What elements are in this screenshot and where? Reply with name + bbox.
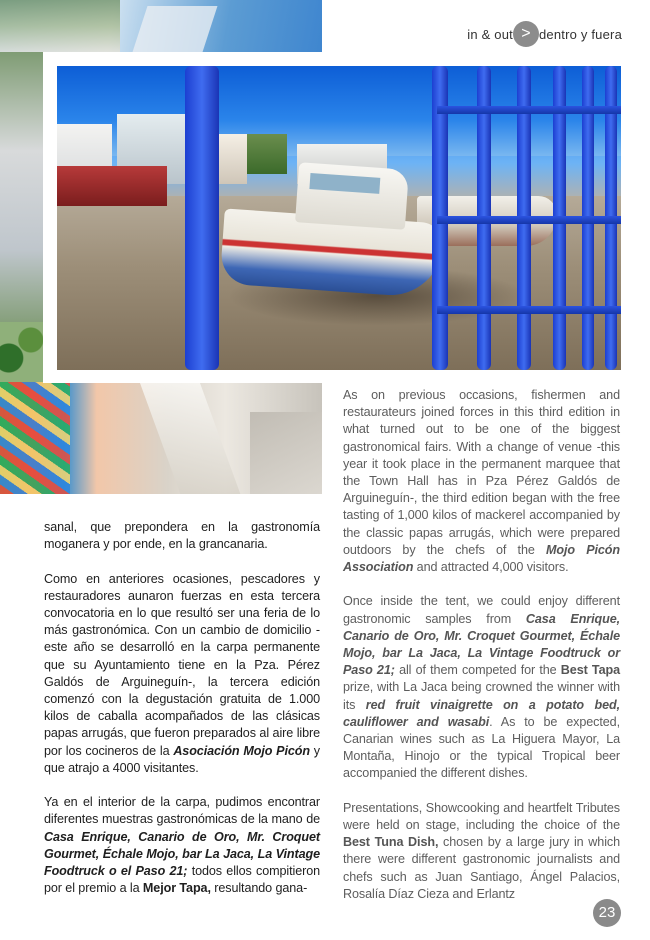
spanish-paragraph-3: Ya en el interior de la carpa, pudimos encontrar diferentes muestras gastronómicas de la mano de Casa Enrique, Canario de Oro, Mr. Croquet Gourmet, Échale Mojo, bar La Jaca, La Vintage Foodtruck o el Paso 21; todos ellos compitieron por el premio a la Mejor Tapa, resultando gana- (44, 795, 321, 896)
english-paragraph-1: As on previous occasions, fishermen and restaurateurs joined forces in this third edition in what turned out to be one of the biggest gastronomical fairs. With a change of venue -this year it took place in the permanent marquee that the Town Hall has in Pza Pérez Galdós de Arguineguín-, the third edition began with the free tasting of 1,000 kilos of mackerel accompanied by the classic papas arrugás, which were prepared outdoors by the chefs of the Mojo Picón Association and attracted 4,000 visitors. (343, 388, 620, 575)
boat-photo (57, 66, 621, 370)
english-paragraph-2: Once inside the tent, we could enjoy different gastronomic samples from Casa Enrique, Canario de Oro, Mr. Croquet Gourmet, Échale Mojo, bar La Jaca, La Vintage Foodtruck or Paso 21; all of them competed for the Best Tapa prize, with La Jaca being crowned the winner with its red fruit vinaigrette on a potato bed, cauliflower and wasabi. As to be expected, Canarian wines such as La Higuera Mayor, La Montaña, Hinojo or the typical Tropical beer accompanied the different dishes. (343, 594, 620, 781)
header-arrow-badge: > (513, 21, 539, 47)
header-in-out: in & out (467, 26, 513, 42)
background-photo-left (0, 52, 44, 382)
page-number: 23 (593, 899, 621, 927)
spanish-paragraph-1: sanal, que prepondera en la gastronomía moganera y por ende, en la grancanaria. (44, 520, 320, 552)
english-paragraph-3: Presentations, Showcooking and heartfelt Tributes were held on stage, including the choice of the Best Tuna Dish, chosen by a large jury in which there were different gastronomic journalists and chefs such as Juan Santiago, Ángel Palacios, Rosalía Díaz Cieza and Erlantz (343, 800, 620, 901)
spanish-text-column (44, 519, 320, 915)
section-header (467, 22, 622, 46)
main-photo-frame (43, 52, 634, 383)
background-photo-bottom (0, 382, 322, 494)
header-dentro-fuera: dentro y fuera (538, 26, 622, 42)
english-text-column (343, 387, 620, 920)
background-photo-top (0, 0, 322, 52)
spanish-paragraph-2: Como en anteriores ocasiones, pescadores y restauradores aunaron fuerzas en esta tercera convocatoria en lo que resultó ser una feria de lo más gastronómica. Con un cambio de domicilio -este año se desarrolló en la carpa permanente que su Ayuntamiento tiene en la Pza. Pérez Galdós de Arguineguín-, la tercera edición comenzó con la degustación gratuita de 1.000 kilos de caballa acompañados de las clásicas papas arrugás, que fueron preparados al aire libre por los cocineros de la Asociación Mojo Picón y que atrajo a 4000 visitantes. (44, 571, 320, 775)
